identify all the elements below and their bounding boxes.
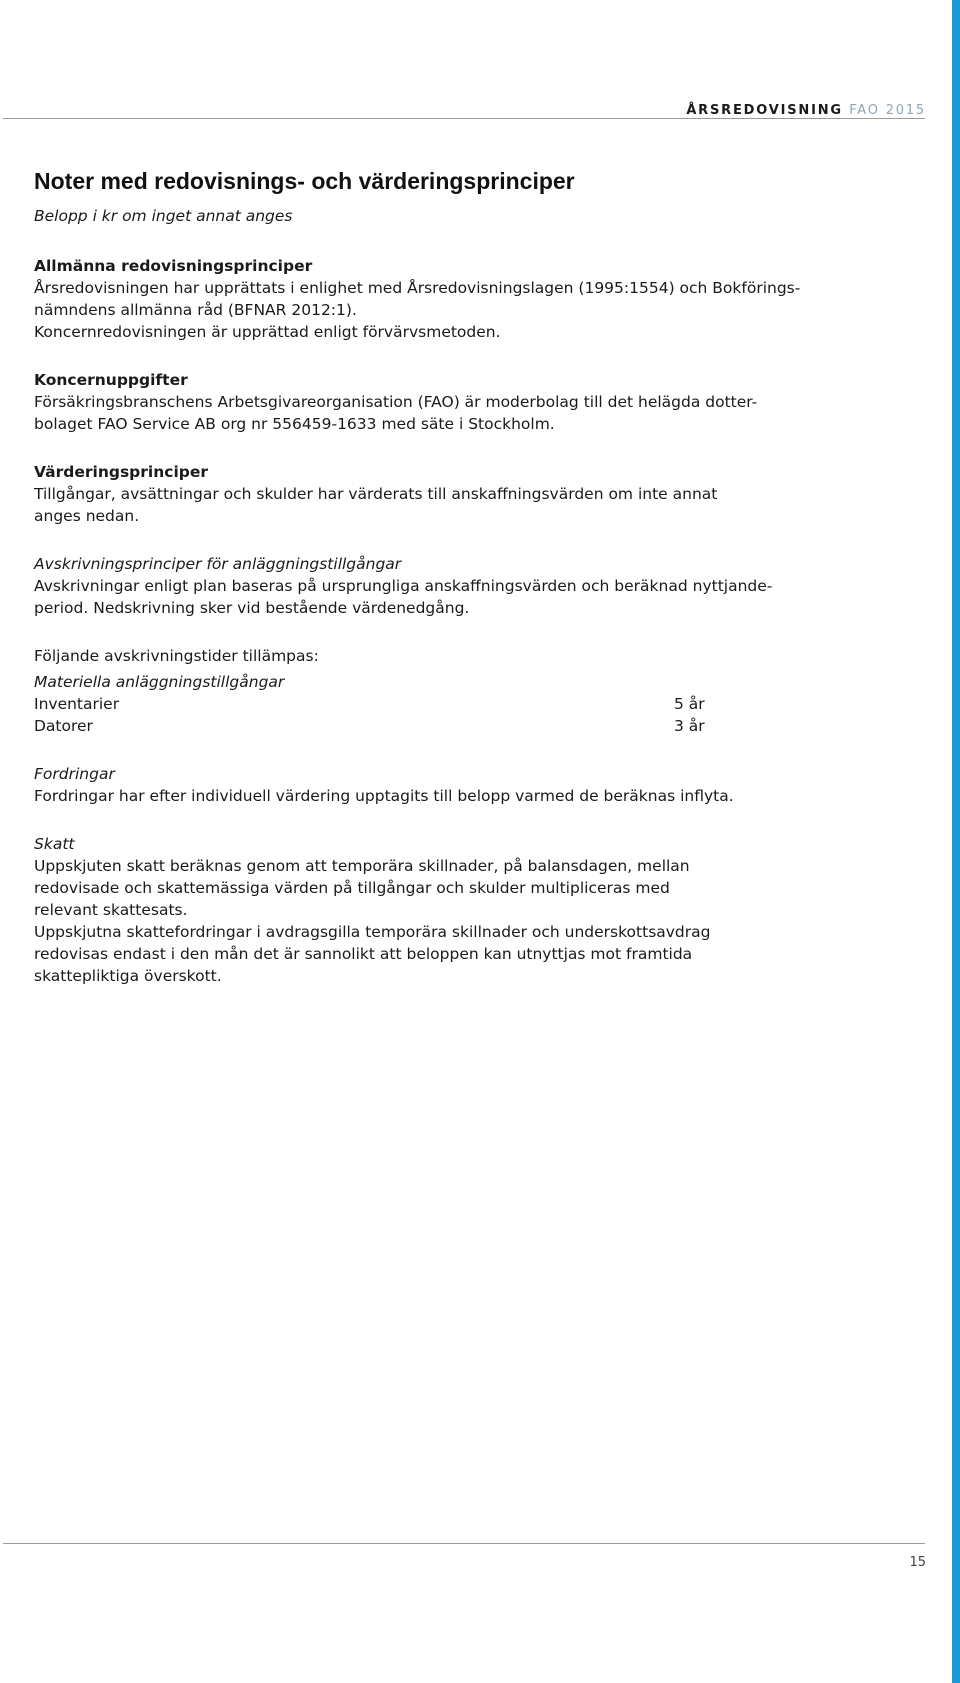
schedule-row [34,693,714,715]
paragraph-line: skattepliktiga överskott. [34,967,222,985]
section-koncernuppgifter [34,369,814,435]
paragraph-line: Koncernredovisningen är upprättad enligt förvärvsmetoden. [34,323,501,341]
section-title: Fordringar [34,765,115,783]
page-number: 15 [909,1555,926,1570]
section-title: Avskrivningsprinciper för anläggningstillgångar [34,555,402,573]
paragraph-line: Fordringar har efter individuell värdering upptagits till belopp varmed de beräknas inflyta. [34,787,734,805]
paragraph-line: period. Nedskrivning sker vid bestående värdenedgång. [34,599,470,617]
depreciation-schedule [34,645,714,737]
section-allmanna [34,255,814,343]
paragraph-line: redovisas endast i den mån det är sannolikt att beloppen kan utnyttjas mot framtida [34,945,693,963]
header-year: FAO 2015 [849,103,926,118]
accent-stripe [952,0,960,1683]
page-subtitle: Belopp i kr om inget annat anges [34,207,293,225]
paragraph-line: anges nedan. [34,507,140,525]
paragraph-line: relevant skattesats. [34,901,188,919]
paragraph-line: Avskrivningar enligt plan baseras på ursprungliga anskaffningsvärden och beräknad nyttjande- [34,577,773,595]
paragraph-line: Uppskjutna skattefordringar i avdragsgilla temporära skillnader och underskottsavdrag [34,923,711,941]
section-title: Allmänna redovisningsprinciper [34,257,313,275]
paragraph-line: Uppskjuten skatt beräknas genom att temporära skillnader, på balansdagen, mellan [34,857,690,875]
section-skatt [34,833,814,987]
paragraph-line: Årsredovisningen har upprättats i enlighet med Årsredovisningslagen (1995:1554) och Bokförings- [34,279,801,297]
header-rule [3,118,925,119]
section-varderingsprinciper [34,461,814,527]
schedule-label: Datorer [34,717,93,735]
schedule-heading: Materiella anläggningstillgångar [34,673,285,691]
section-title: Koncernuppgifter [34,371,188,389]
paragraph-line: Tillgångar, avsättningar och skulder har värderats till anskaffningsvärden om inte annat [34,485,718,503]
page-title: Noter med redovisnings- och värderingsprinciper [34,168,575,194]
paragraph-line: Försäkringsbranschens Arbetsgivareorganisation (FAO) är moderbolag till det helägda dotter- [34,393,758,411]
section-fordringar [34,763,814,807]
paragraph-line: bolaget FAO Service AB org nr 556459-1633 med säte i Stockholm. [34,415,555,433]
schedule-value: 5 år [674,695,705,713]
schedule-label: Inventarier [34,695,120,713]
running-header [686,103,926,118]
header-title: ÅRSREDOVISNING [686,103,843,118]
page-content [34,166,814,987]
section-title: Värderingsprinciper [34,463,209,481]
schedule-intro: Följande avskrivningstider tillämpas: [34,647,319,665]
section-title: Skatt [34,835,75,853]
section-avskrivningsprinciper [34,553,814,619]
footer-rule [3,1543,925,1544]
schedule-value: 3 år [674,717,705,735]
paragraph-line: redovisade och skattemässiga värden på tillgångar och skulder multipliceras med [34,879,670,897]
paragraph-line: nämndens allmänna råd (BFNAR 2012:1). [34,301,357,319]
schedule-row [34,715,714,737]
